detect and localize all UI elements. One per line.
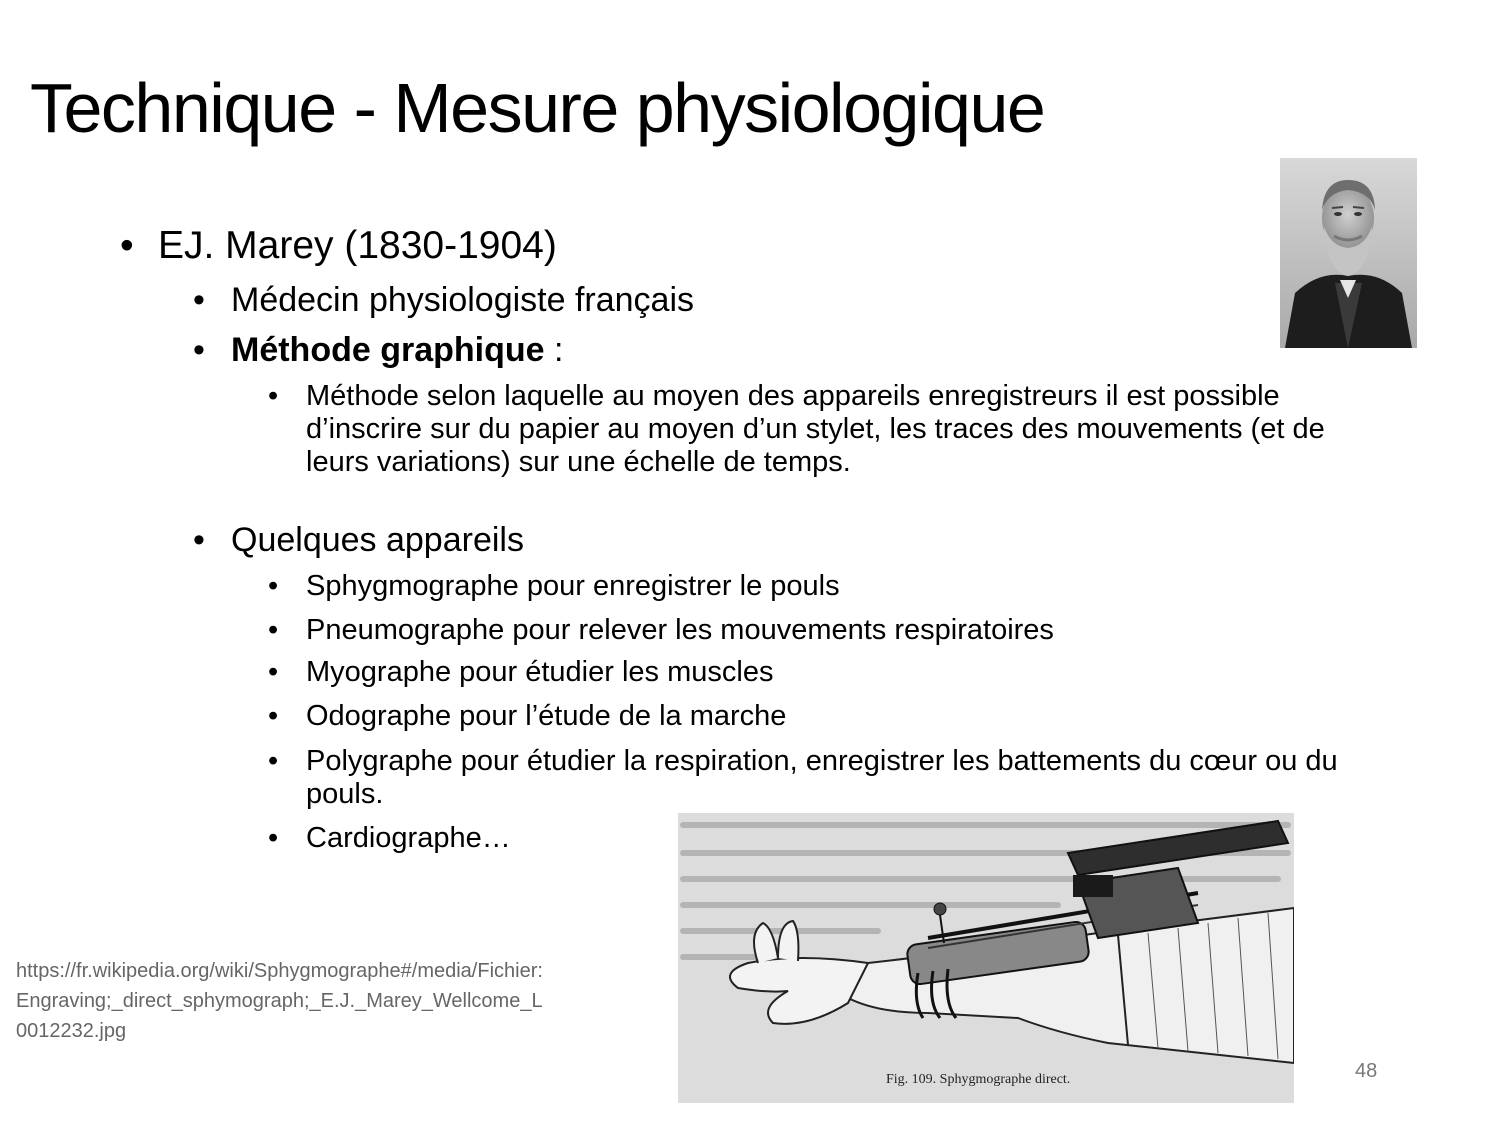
list-item-text: Pneumographe pour relever les mouvements respiratoires [306, 614, 1054, 646]
bullet-dot: • [193, 281, 205, 319]
bullet-dot: • [193, 331, 205, 369]
methode-colon: : [544, 331, 564, 369]
bullet-dot: • [268, 656, 279, 688]
bullet-dot: • [120, 224, 134, 267]
page-number: 48 [1355, 1060, 1378, 1082]
engraving-caption: Fig. 109. Sphygmographe direct. [886, 1072, 1071, 1087]
bullet-medecin-text: Médecin physiologiste français [231, 281, 695, 319]
bullet-dot: • [268, 570, 279, 602]
list-item-text: Cardiographe… [306, 822, 511, 854]
bullet-dot: • [268, 745, 279, 777]
source-url: https://fr.wikipedia.org/wiki/Sphygmographe#/media/Fichier:Engraving;_direct_sphymograph;_E.J._Marey_Wellcome_L0012232.jpg [16, 960, 543, 1042]
list-item-text: Odographe pour l’étude de la marche [306, 700, 787, 732]
bullet-methode-text [231, 330, 563, 370]
list-item-text: Sphygmographe pour enregistrer le pouls [306, 570, 840, 602]
sphygmograph-engraving [678, 813, 1294, 1103]
bullet-quelques-text: Quelques appareils [231, 521, 524, 559]
slide-title: Technique - Mesure physiologique [30, 69, 1045, 147]
list-item-text: Myographe pour étudier les muscles [306, 656, 774, 688]
bullet-dot: • [268, 614, 279, 646]
bullet-dot: • [268, 380, 279, 412]
bullet-dot: • [268, 700, 279, 732]
bullet-marey-text: EJ. Marey (1830-1904) [158, 224, 557, 267]
bullet-dot: • [268, 822, 279, 854]
list-item-text: Polygraphe pour étudier la respiration, enregistrer les battements du cœur ou du pouls. [306, 745, 1338, 810]
portrait-photo [1280, 158, 1417, 348]
methode-bold: Méthode graphique [231, 331, 545, 369]
bullet-dot: • [193, 521, 205, 559]
methode-description: Méthode selon laquelle au moyen des appareils enregistreurs il est possible d’inscrire sur du papier au moyen d’un stylet, les traces des mouvements (et de leurs variations) sur une échelle de temps. [306, 380, 1325, 478]
